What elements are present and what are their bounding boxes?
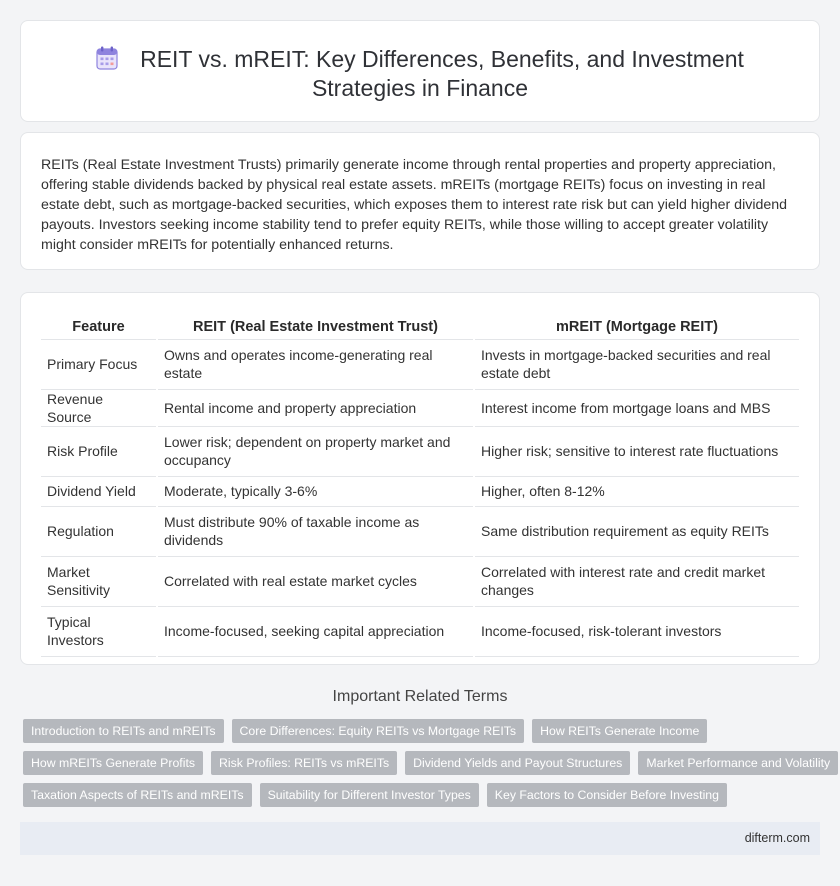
cell-mreit: Higher, often 8-12% <box>474 476 799 506</box>
tag-link[interactable]: How REITs Generate Income <box>532 719 707 743</box>
tag-link[interactable]: Risk Profiles: REITs vs mREITs <box>211 751 397 775</box>
cell-mreit: Invests in mortgage-backed securities and real estate debt <box>474 339 799 389</box>
table-row <box>41 426 799 476</box>
tag-link[interactable]: Introduction to REITs and mREITs <box>23 719 224 743</box>
calendar-icon <box>96 46 118 70</box>
tag-link[interactable]: Core Differences: Equity REITs vs Mortgage REITs <box>232 719 525 743</box>
header-feature: Feature <box>41 315 157 339</box>
intro-card <box>20 132 820 270</box>
cell-mreit: Correlated with interest rate and credit market changes <box>474 556 799 606</box>
footer-site[interactable]: difterm.com <box>744 831 810 845</box>
table-row <box>41 476 799 506</box>
tag-link[interactable]: Market Performance and Volatility <box>638 751 838 775</box>
cell-reit: Must distribute 90% of taxable income as dividends <box>157 506 474 556</box>
table-row <box>41 389 799 426</box>
tag-row <box>23 751 831 775</box>
cell-reit: Income-focused, seeking capital appreciation <box>157 606 474 656</box>
header-mreit: mREIT (Mortgage REIT) <box>474 315 799 339</box>
page-title-text: REIT vs. mREIT: Key Differences, Benefits, and Investment Strategies in Finance <box>140 46 744 101</box>
cell-feature: Risk Profile <box>41 426 157 476</box>
tag-row <box>23 719 823 743</box>
cell-reit: Rental income and property appreciation <box>157 389 474 426</box>
tag-link[interactable]: Taxation Aspects of REITs and mREITs <box>23 783 252 807</box>
cell-mreit: Higher risk; sensitive to interest rate fluctuations <box>474 426 799 476</box>
tag-link[interactable]: Dividend Yields and Payout Structures <box>405 751 630 775</box>
cell-feature: Regulation <box>41 506 157 556</box>
cell-feature: Revenue Source <box>41 389 157 426</box>
cell-mreit: Same distribution requirement as equity REITs <box>474 506 799 556</box>
title-wrap <box>21 45 819 103</box>
table-row <box>41 339 799 389</box>
header-reit: REIT (Real Estate Investment Trust) <box>157 315 474 339</box>
cell-reit: Owns and operates income-generating real estate <box>157 339 474 389</box>
tag-link[interactable]: Key Factors to Consider Before Investing <box>487 783 727 807</box>
comparison-card <box>20 292 820 665</box>
intro-paragraph: REITs (Real Estate Investment Trusts) primarily generate income through rental properties and property appreciation, offering stable dividends backed by physical real estate assets. mREITs (mortgage REITs) focus on investing in real estate debt, such as mortgage-backed securities, which exposes them to interest rate risk but can yield higher dividend payouts. Investors seeking income stability tend to prefer equity REITs, while those willing to accept greater volatility might consider mREITs for potentially enhanced returns. <box>41 157 788 253</box>
cell-reit: Correlated with real estate market cycles <box>157 556 474 606</box>
tag-link[interactable]: How mREITs Generate Profits <box>23 751 203 775</box>
header-card <box>20 20 820 122</box>
cell-feature: Typical Investors <box>41 606 157 656</box>
page-title <box>61 45 779 103</box>
cell-reit: Lower risk; dependent on property market and occupancy <box>157 426 474 476</box>
cell-reit: Moderate, typically 3-6% <box>157 476 474 506</box>
related-terms-title: Important Related Terms <box>332 688 508 705</box>
tag-row <box>23 783 823 807</box>
comparison-table <box>41 315 799 657</box>
cell-feature: Primary Focus <box>41 339 157 389</box>
cell-mreit: Income-focused, risk-tolerant investors <box>474 606 799 656</box>
cell-feature: Dividend Yield <box>41 476 157 506</box>
related-terms-tags <box>23 719 831 815</box>
cell-feature: Market Sensitivity <box>41 556 157 606</box>
table-row <box>41 556 799 606</box>
table-row <box>41 506 799 556</box>
footer <box>20 822 820 855</box>
tag-link[interactable]: Suitability for Different Investor Types <box>260 783 479 807</box>
table-header-row <box>41 315 799 339</box>
cell-mreit: Interest income from mortgage loans and MBS <box>474 389 799 426</box>
table-row <box>41 606 799 656</box>
